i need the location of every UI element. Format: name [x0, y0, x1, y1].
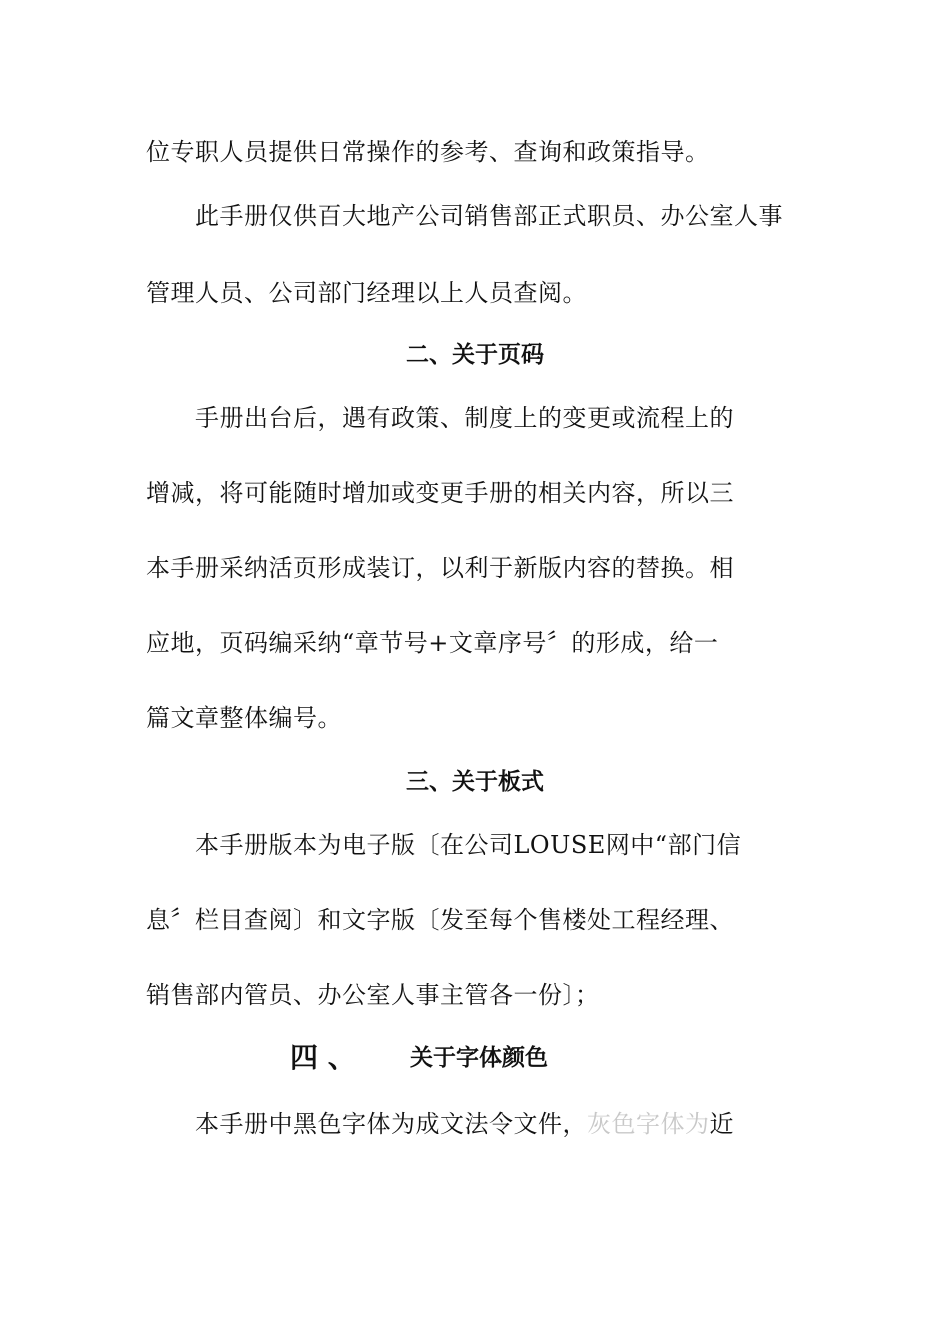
black-text: 本手册中黑色字体为成文法令文件， [146, 1110, 587, 1138]
paragraph-line: 本手册版本为电子版〔在公司LOUSE网中“部门信 [146, 831, 742, 859]
paragraph-line: 位专职人员提供日常操作的参考、查询和政策指导。 [146, 138, 710, 166]
section-heading-layout: 三、关于板式 [406, 769, 544, 795]
paragraph-line [146, 1108, 734, 1140]
paragraph-line: 此手册仅供百大地产公司销售部正式职员、办公室人事 [146, 202, 783, 230]
section-heading-font-color: 关于字体颜色 [410, 1045, 548, 1071]
paragraph-line: 管理人员、公司部门经理以上人员查阅。 [146, 279, 587, 307]
paragraph-line: 本手册采纳活页形成装订，以利于新版内容的替换。相 [146, 554, 734, 582]
paragraph-line: 息〞栏目查阅〕和文字版〔发至每个售楼处工程经理、 [146, 906, 734, 934]
paragraph-line: 增减，将可能随时增加或变更手册的相关内容，所以三 [146, 479, 734, 507]
paragraph-line: 应地，页码编采纳“章节号+文章序号〞的形成，给一 [146, 629, 719, 657]
paragraph-line: 手册出台后，遇有政策、制度上的变更或流程上的 [146, 404, 734, 432]
section-heading-page-numbers: 二、关于页码 [406, 342, 544, 368]
gray-text: 灰色字体为 [587, 1110, 710, 1138]
black-text: 近 [709, 1110, 734, 1138]
section-heading-number: 四 、 [290, 1041, 356, 1074]
paragraph-line: 销售部内管员、办公室人事主管各一份〕； [146, 981, 600, 1009]
paragraph-line: 篇文章整体编号。 [146, 704, 342, 732]
